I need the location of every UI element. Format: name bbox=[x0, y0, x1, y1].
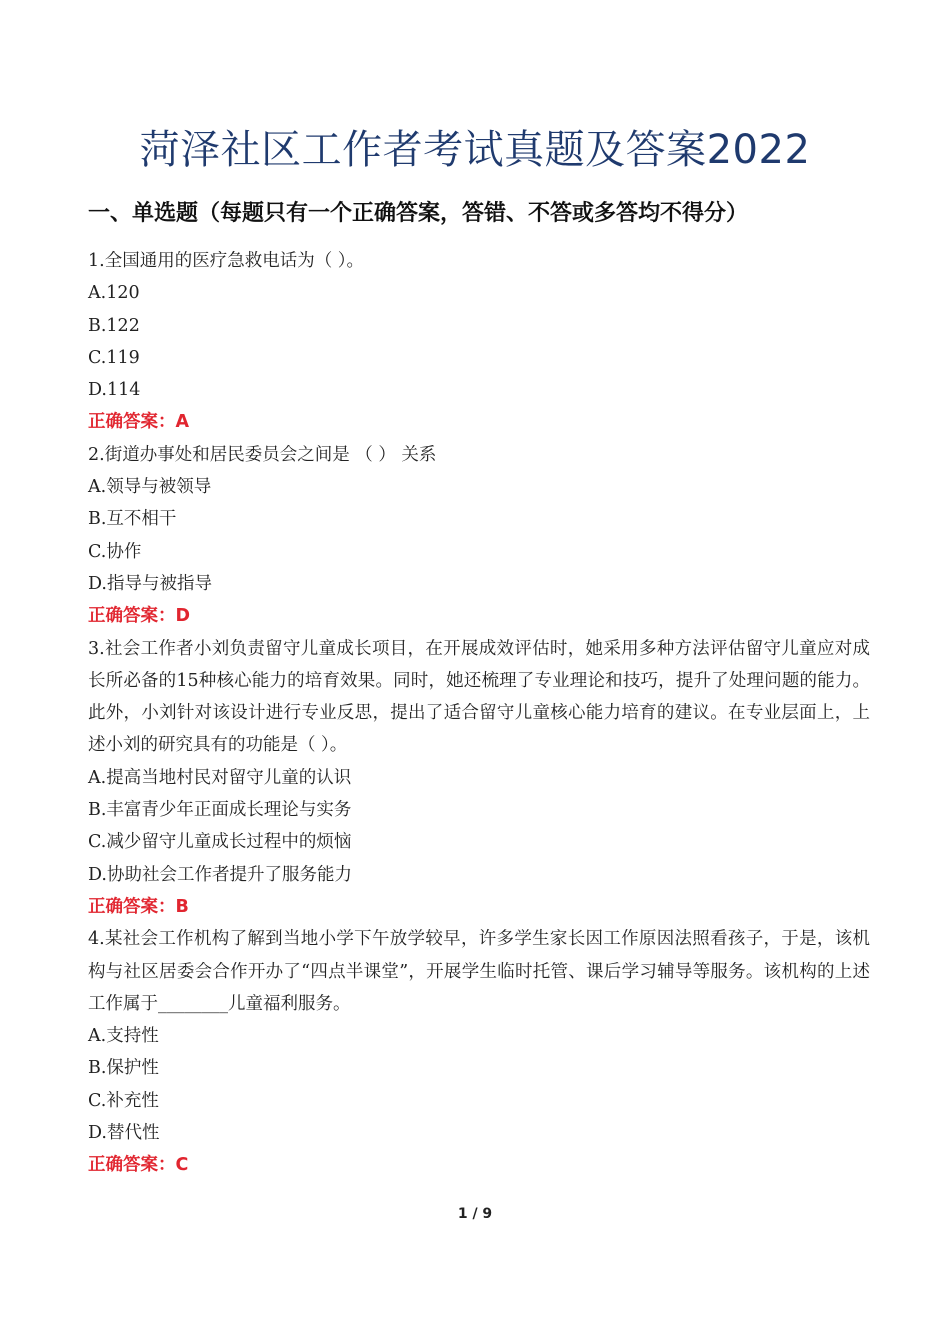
option: A.支持性 bbox=[88, 1026, 159, 1047]
page-number: 1 / 9 bbox=[457, 1206, 493, 1222]
option: B.互不相干 bbox=[88, 509, 177, 530]
option: D.114 bbox=[88, 380, 141, 401]
question-stem: 1.全国通用的医疗急救电话为（ ）。 bbox=[88, 251, 365, 271]
option: D.协助社会工作者提升了服务能力 bbox=[88, 864, 352, 885]
document-title: 菏泽社区工作者考试真题及答案2022 bbox=[139, 127, 811, 173]
question-list bbox=[88, 245, 870, 1182]
option: B.122 bbox=[88, 315, 140, 336]
correct-answer: 正确答案：A bbox=[88, 412, 190, 433]
option: C.协作 bbox=[88, 541, 142, 562]
question-stem: 2.街道办事处和居民委员会之间是 （ ） 关系 bbox=[88, 444, 437, 465]
option: C.119 bbox=[88, 347, 140, 368]
option: C.减少留守儿童成长过程中的烦恼 bbox=[88, 832, 352, 853]
option: A.领导与被领导 bbox=[88, 477, 212, 498]
option: B.保护性 bbox=[88, 1058, 159, 1079]
option: A.提高当地村民对留守儿童的认识 bbox=[88, 767, 352, 788]
question-stem: 4.某社会工作机构了解到当地小学下午放学较早，许多学生家长因工作原因法照看孩子，于是，该机构与社区居委会合作开办了“四点半课堂”，开展学生临时托管、课后学习辅导等服务。该机构的上述工作属于________儿童福利服务。 bbox=[88, 929, 870, 1014]
option: B.丰富青少年正面成长理论与实务 bbox=[88, 800, 352, 821]
option: C.补充性 bbox=[88, 1090, 159, 1111]
correct-answer: 正确答案：B bbox=[88, 896, 189, 917]
question-stem: 3.社会工作者小刘负责留守儿童成长项目，在开展成效评估时，她采用多种方法评估留守儿童应对成长所必备的15种核心能力的培育效果。同时，她还梳理了专业理论和技巧，提升了处理问题的能力。此外，小刘针对该设计进行专业反思，提出了适合留守儿童核心能力培育的建议。在专业层面上，上述小刘的研究具有的功能是（ ）。 bbox=[88, 638, 870, 756]
correct-answer: 正确答案：D bbox=[88, 606, 191, 627]
option: A.120 bbox=[88, 283, 140, 304]
section-heading: 一、单选题（每题只有一个正确答案，答错、不答或多答均不得分） bbox=[88, 201, 749, 226]
option: D.指导与被指导 bbox=[88, 573, 212, 594]
correct-answer: 正确答案：C bbox=[88, 1155, 189, 1176]
option: D.替代性 bbox=[88, 1123, 160, 1144]
